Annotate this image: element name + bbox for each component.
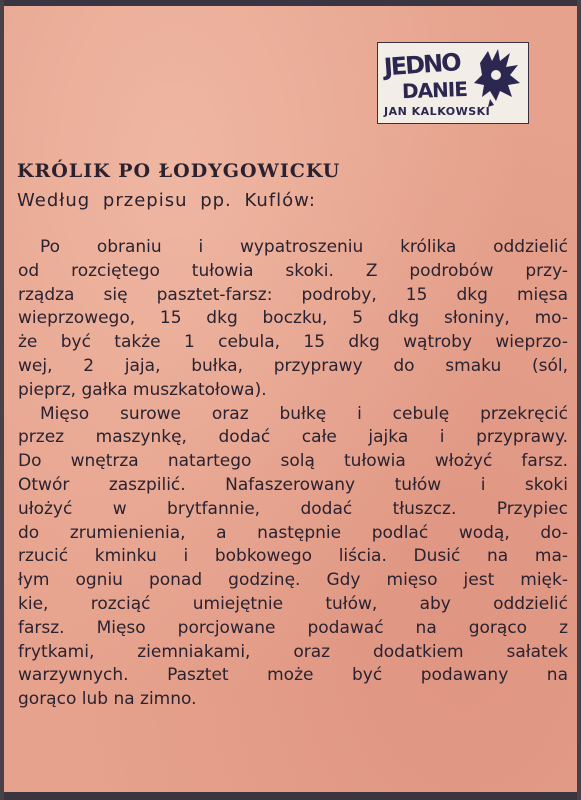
text-line: rządza się pasztet-farsz: podroby, 15 dkg mięsa xyxy=(18,284,568,305)
text-line: frytkami, ziemniakami, oraz dodatkiem sałatek xyxy=(18,641,568,662)
text-line: przez maszynkę, dodać całe jajka i przyprawy. xyxy=(18,427,568,448)
text-line: farsz. Mięso porcjowane podawać na gorąco z xyxy=(18,617,568,638)
text-line: że być także 1 cebula, 15 dkg wątroby wieprzo- xyxy=(18,332,568,353)
scan-border-bottom xyxy=(0,792,581,800)
text-line: Po obraniu i wypatroszeniu królika oddzielić xyxy=(40,237,568,257)
text-line: kie, rozciąć umiejętnie tułów, aby oddzielić xyxy=(18,593,568,614)
text-line: do zrumienienia, a następnie podlać wodą, do- xyxy=(18,522,568,543)
column-logo xyxy=(377,42,529,124)
text-line: Do wnętrza natartego solą tułowia włożyć farsz. xyxy=(18,451,568,472)
scan-border-right xyxy=(577,0,581,800)
text-line: wej, 2 jaja, bułka, przyprawy do smaku (sól, xyxy=(18,355,568,376)
text-line: gorąco lub na zimno. xyxy=(18,689,197,710)
text-line: pieprz, gałka muszkatołowa). xyxy=(18,379,267,400)
logo-word-jedno: JEDNO xyxy=(382,48,461,82)
rooster-icon xyxy=(474,49,520,107)
recipe-body xyxy=(18,236,568,712)
text-line: rzucić kminku i bobkowego liścia. Dusić na ma- xyxy=(18,546,568,567)
logo-word-danie: DANIE xyxy=(401,76,468,104)
scan-border-top xyxy=(0,0,581,6)
scan-border-left xyxy=(0,0,4,800)
text-line: ułożyć w brytfannie, dodać tłuszcz. Przypiec xyxy=(18,498,568,519)
text-line: wieprzowego, 15 dkg boczku, 5 dkg słoniny, mo- xyxy=(18,308,568,329)
text-line: Otwór zaszpilić. Nafaszerowany tułów i skoki xyxy=(18,474,568,495)
text-line: od rozciętego tułowia skoki. Z podrobów przy- xyxy=(18,260,568,281)
text-line: łym ogniu ponad godzinę. Gdy mięso jest mięk- xyxy=(18,570,568,591)
paragraph-preparation xyxy=(18,403,568,712)
logo-author: JAN KALKOWSKI xyxy=(384,105,491,118)
text-line: Mięso surowe oraz bułkę i cebulę przekręcić xyxy=(40,403,568,424)
text-line: warzywnych. Pasztet może być podawany na xyxy=(18,665,568,686)
paragraph-ingredients xyxy=(18,236,568,403)
recipe-title: KRÓLIK PO ŁODYGOWICKU xyxy=(17,160,341,182)
recipe-subtitle: Według przepisu pp. Kuflów: xyxy=(17,190,316,211)
